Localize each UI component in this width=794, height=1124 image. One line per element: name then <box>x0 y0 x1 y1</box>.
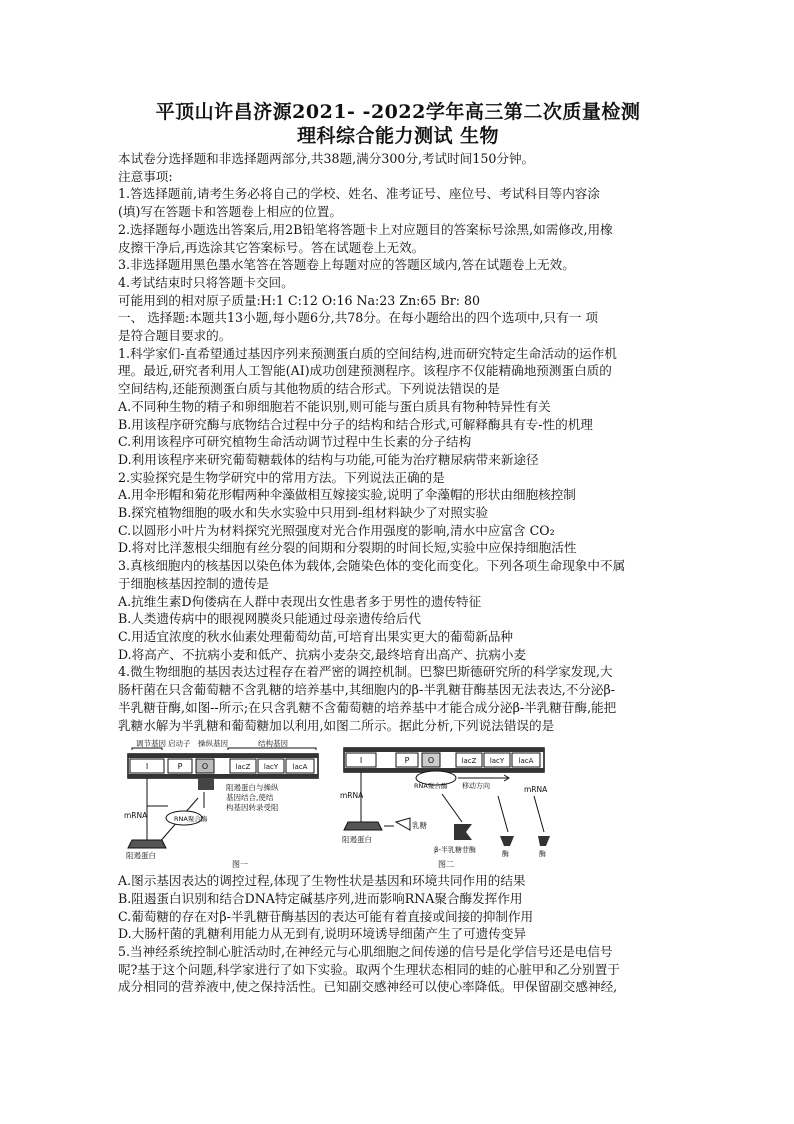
fig2-gene-i: I <box>359 756 363 766</box>
fig1-gene-lacy: lacY <box>263 763 279 772</box>
fig1-repressor <box>128 840 166 848</box>
fig1-caption: 图一 <box>232 860 248 870</box>
fig2-rna-pol-label: RNA聚合酶 <box>414 782 448 791</box>
fig2-enzyme-1-shape <box>500 836 514 846</box>
fig1-note-line: 基因结合,使结 <box>226 793 274 803</box>
figure-2 <box>338 736 598 870</box>
question-line: C.用适宜浓度的秋水仙素处理葡萄幼苗,可培育出果实更大的葡萄新品种 <box>118 628 514 644</box>
fig1-label-operator: 操纵基因 <box>198 739 228 749</box>
fig1-label-struct: 结构基因 <box>258 739 288 749</box>
fig1-gene-laca: lacA <box>292 763 308 772</box>
intro-line: (填)写在答题卡和答题卷上相应的位置。 <box>118 204 342 220</box>
question-line: C.以圆形小叶片为材料探究光照强度对光合作用强度的影响,清水中应富含 CO₂ <box>118 522 555 538</box>
question-line: D.将对比洋葱根尖细胞有丝分裂的间期和分裂期的时间长短,实验中应保持细胞活性 <box>118 540 577 556</box>
fig2-gene-o: O <box>427 756 435 766</box>
intro-line: 可能用到的相对原子质量:H:1 C:12 O:16 Na:23 Zn:65 Br: 80 <box>118 292 480 308</box>
fig1-note-line: 阻遏蛋白与操纵 <box>226 783 279 793</box>
question-line: D.大肠杆菌的乳糖利用能力从无到有,说明环境诱导细菌产生了可遗传变异 <box>118 926 527 942</box>
fig2-gene-lacz: lacZ <box>461 757 477 766</box>
exam-body <box>118 150 678 734</box>
fig2-gene-p: P <box>404 756 410 766</box>
intro-line: 1.答选择题前,请考生务必将自己的学校、姓名、准考证号、座位号、考试科目等内容涂 <box>118 186 600 202</box>
question-line: 呢?基于这个问题,科学家进行了如下实验。取两个生理状态相同的蛙的心脏甲和乙分别置于 <box>118 961 620 977</box>
question-line: 2.实验探究是生物学研究中的常用方法。下列说法正确的是 <box>118 469 445 485</box>
fig1-rna-pol-label: RNA聚合酶 <box>174 815 208 824</box>
intro-line: 3.非选择题用黑色墨水笔答在答题卷上每题对应的答题区域内,答在试题卷上无效。 <box>118 257 575 273</box>
fig2-caption: 图二 <box>438 860 454 870</box>
exam-title: 平顶山许昌济源2021- -2022学年高三第二次质量检测 <box>155 101 641 123</box>
question-line: 1.科学家们-直希望通过基因序列来预测蛋白质的空间结构,进而研究特定生命活动的运作机 <box>118 345 617 361</box>
exam-subtitle: 理科综合能力测试 生物 <box>296 125 500 147</box>
question-line: 5.当神经系统控制心脏活动时,在神经元与心肌细胞之间传递的信号是化学信号还是电信号 <box>118 944 613 960</box>
fig2-enzyme-1-label: 酶 <box>502 850 509 859</box>
question-line: D.利用该程序来研究葡萄糖载体的结构与功能,可能为治疗糖尿病带来新途径 <box>118 451 539 467</box>
fig2-mrna-left: mRNA <box>340 791 364 801</box>
question-line: 空间结构,还能预测蛋白质与其他物质的结合形式。下列说法错误的是 <box>118 381 500 397</box>
question-line: C.葡萄糖的存在对β-半乳糖苷酶基因的表达可能有着直接或间接的抑制作用 <box>118 908 534 924</box>
question-line: 肠杆菌在只含葡萄糖不含乳糖的培养基中,其细胞内的β-半乳糖苷酶基因无法表达,不分泌β- <box>118 682 616 698</box>
fig2-beta-gal-shape <box>454 824 472 840</box>
fig2-gene-lacy: lacY <box>489 757 505 766</box>
question-line: 于细胞核基因控制的遗传是 <box>118 575 270 591</box>
intro-line: 本试卷分选择题和非选择题两部分,共38题,满分300分,考试时间150分钟。 <box>118 151 535 166</box>
fig1-note-line: 构基因转录受阻 <box>226 803 279 813</box>
fig2-gene-laca: lacA <box>518 757 534 766</box>
question-line: A.抗维生素D佝偻病在人群中表现出女性患者多于男性的遗传特征 <box>118 593 482 609</box>
intro-line: 一、 选择题:本题共13小题,每小题6分,共78分。在每小题给出的四个选项中,只有一 项 <box>118 310 598 326</box>
question-line: 4.微生物细胞的基因表达过程存在着严密的调控机制。巴黎巴斯德研究所的科学家发现,大 <box>118 664 613 680</box>
fig1-gene-p: P <box>177 762 183 772</box>
fig2-beta-gal-label: β-半乳糖苷酶 <box>434 846 476 855</box>
question-line: A.图示基因表达的调控过程,体现了生物性状是基因和环境共同作用的结果 <box>118 873 526 889</box>
question-line: B.阻遏蛋白识别和结合DNA特定碱基序列,进而影响RNA聚合酶发挥作用 <box>118 890 523 906</box>
fig1-mrna-label: mRNA <box>124 811 148 821</box>
fig2-enzyme-2-label: 酶 <box>539 850 546 859</box>
fig2-direction-label: 移动方向 <box>462 782 490 791</box>
question-line: B.人类遗传病中的眼视网膜炎只能通过母亲遗传给后代 <box>118 611 421 627</box>
question-line: 半乳糖苷酶,如图--所示;在只含乳糖不含葡萄糖的培养基中才能合成分泌β-半乳糖苷酶,能把 <box>118 699 617 715</box>
fig2-enzyme-2-shape <box>538 836 550 846</box>
exam-page <box>118 100 678 996</box>
intro-line: 皮擦干净后,再选涂其它答案标号。答在试题卷上无效。 <box>118 239 425 255</box>
fig2-mrna-right: mRNA <box>524 785 548 795</box>
exam-body-continued <box>118 872 678 996</box>
intro-line: 是符合题目要求的。 <box>118 328 232 344</box>
fig1-gene-lacz: lacZ <box>235 763 251 772</box>
fig2-lactose-label: 乳糖 <box>412 821 427 831</box>
question-line: D.将高产、不抗病小麦和低产、抗病小麦杂交,最终培育出高产、抗病小麦 <box>118 646 527 662</box>
question-line: A.不同种生物的精子和卵细胞若不能识别,则可能与蛋白质具有物种特异性有关 <box>118 398 551 414</box>
question-line: A.用伞形帽和菊花形帽两种伞藻做相互嫁接实验,说明了伞藻帽的形状由细胞核控制 <box>118 487 576 503</box>
question-line: B.探究植物细胞的吸水和失水实验中只用到-组材料缺少了对照实验 <box>118 505 489 521</box>
fig1-label-reg-gene: 调节基因 <box>136 739 166 749</box>
intro-line: 4.考试结束时只将答题卡交回。 <box>118 274 294 290</box>
question-line: 理。最近,研究者利用人工智能(AI)成功创建预测程序。该程序不仅能精确地预测蛋白质的 <box>118 363 612 379</box>
question-line: C.利用该程序可研究植物生命活动调节过程中生长素的分子结构 <box>118 434 472 450</box>
question-line: 3.真核细胞内的核基因以染色体为载体,会随染色体的变化而变化。下列各项生命现象中不属 <box>118 558 626 574</box>
fig1-repressor-label: 阻遏蛋白 <box>126 851 156 861</box>
question-line: B.用该程序研究酶与底物结合过程中分子的结构和结合形式,可解释酶具有专-性的机理 <box>118 416 593 432</box>
fig1-bound-repressor <box>198 778 214 790</box>
fig1-gene-o: O <box>201 762 209 772</box>
fig1-label-promoter: 启动子 <box>168 739 191 749</box>
intro-line: 注意事项: <box>118 168 173 184</box>
figures-row <box>118 736 678 870</box>
question-line: 乳糖水解为半乳糖和葡萄糖加以利用,如图二所示。据此分析,下列说法错误的是 <box>118 717 555 733</box>
fig1-gene-i: I <box>145 762 149 772</box>
intro-line: 2.选择题每小题选出答案后,用2B铅笔将答题卡上对应题目的答案标号涂黑,如需修改,用橡 <box>118 221 613 237</box>
question-line: 成分相同的营养液中,使之保持活性。已知副交感神经可以使心率降低。甲保留副交感神经, <box>118 979 618 995</box>
fig2-lactose-shape <box>396 818 410 830</box>
fig2-repressor <box>344 822 382 830</box>
fig2-repressor-label: 阻遏蛋白 <box>342 835 372 845</box>
